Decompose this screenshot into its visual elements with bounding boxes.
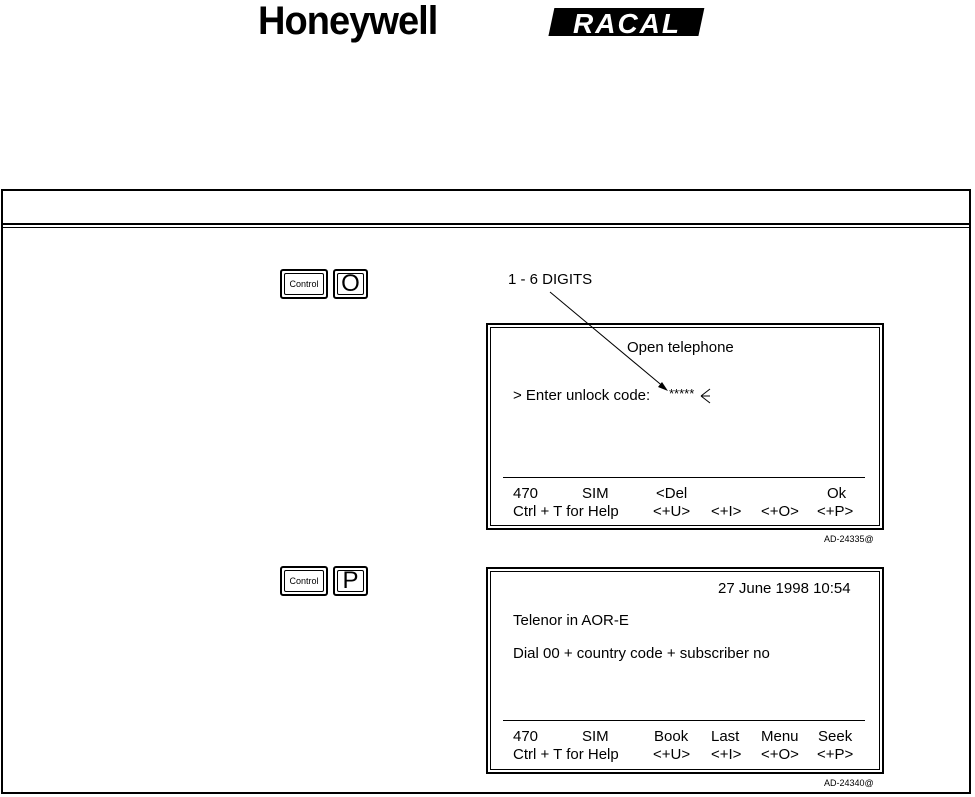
softkey-divider	[503, 477, 865, 478]
figure-ref-2: AD-24340@	[824, 778, 874, 788]
softkey-470[interactable]: 470	[513, 728, 539, 745]
screen-title: Open telephone	[627, 339, 734, 356]
softkey-last[interactable]: Last	[711, 728, 740, 745]
softkey-ok[interactable]: Ok	[827, 485, 847, 502]
shortcut-o: <+O>	[761, 503, 799, 520]
shortcut-i: <+I>	[711, 746, 742, 763]
shortcut-p: <+P>	[817, 746, 854, 763]
datetime: 27 June 1998 10:54	[718, 580, 851, 597]
shortcut-u: <+U>	[653, 746, 691, 763]
unlock-prompt: > Enter unlock code:	[513, 387, 651, 404]
letter-key-o: O	[333, 269, 368, 299]
shortcut-u: <+U>	[653, 503, 691, 520]
softkey-470[interactable]: 470	[513, 485, 539, 502]
network-status: Telenor in AOR-E	[513, 612, 629, 629]
softkey-sim[interactable]: SIM	[582, 485, 609, 502]
shortcut-o: <+O>	[761, 746, 799, 763]
control-key: Control	[280, 269, 328, 299]
shortcut-p: <+P>	[817, 503, 854, 520]
shortcut-i: <+I>	[711, 503, 742, 520]
softkey-book[interactable]: Book	[654, 728, 689, 745]
softkey-seek[interactable]: Seek	[818, 728, 853, 745]
help-hint: Ctrl + T for Help	[513, 503, 619, 520]
softkey-sim[interactable]: SIM	[582, 728, 609, 745]
control-key: Control	[280, 566, 328, 596]
dial-instruction: Dial 00 + country code + subscriber no	[513, 645, 770, 662]
svg-text:RACAL: RACAL	[573, 8, 681, 39]
figure-ref-1: AD-24335@	[824, 534, 874, 544]
digits-callout: 1 - 6 DIGITS	[508, 271, 593, 288]
softkey-del[interactable]: <Del	[656, 485, 688, 502]
softkey-divider	[503, 720, 865, 721]
cursor-icon	[700, 388, 712, 404]
honeywell-logo: Honeywell	[258, 0, 438, 43]
unlock-code-field[interactable]: *****	[669, 386, 695, 401]
letter-key-p: P	[333, 566, 368, 596]
help-hint: Ctrl + T for Help	[513, 746, 619, 763]
softkey-menu[interactable]: Menu	[761, 728, 799, 745]
